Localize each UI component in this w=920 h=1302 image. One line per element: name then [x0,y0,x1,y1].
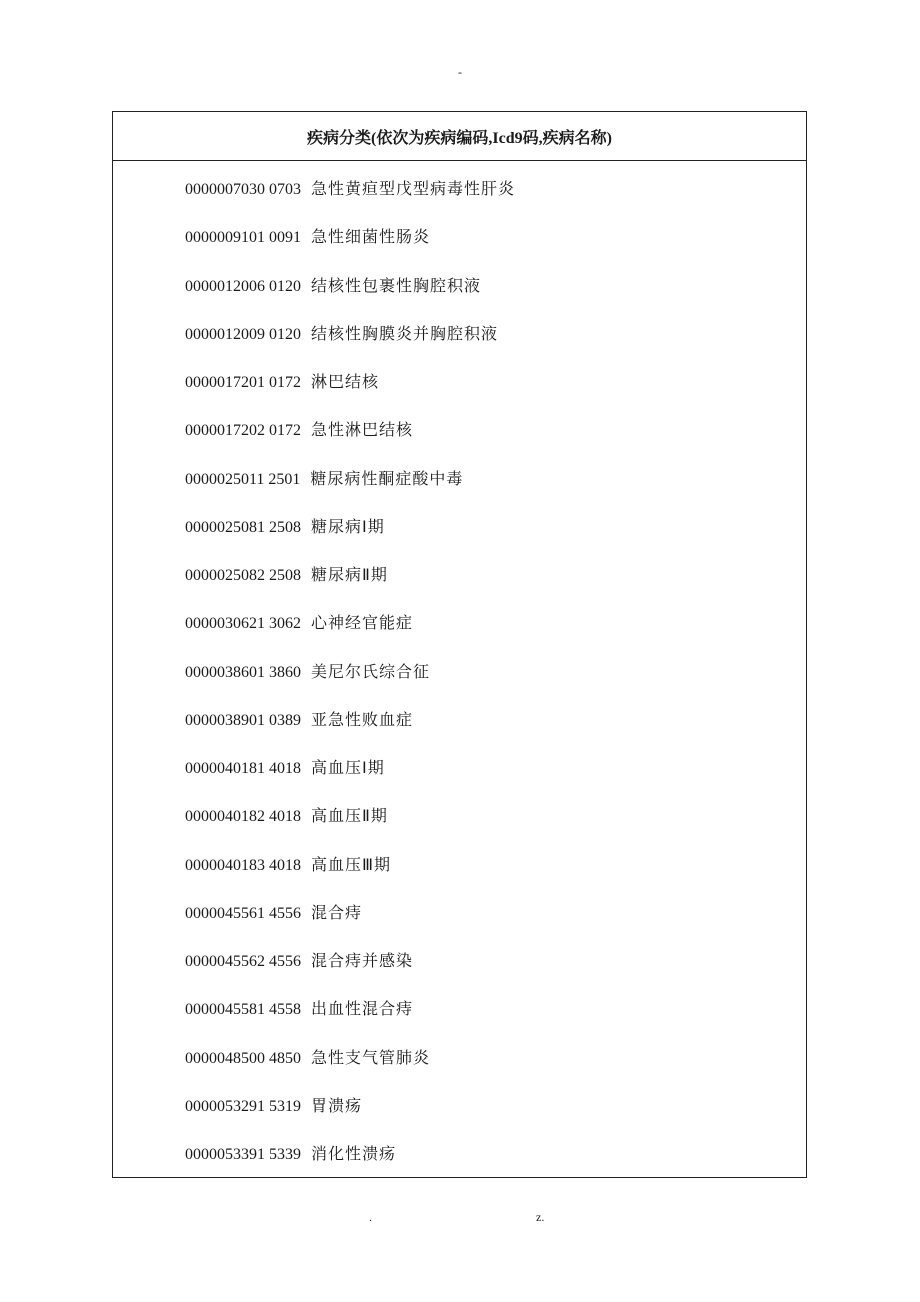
disease-name: 高血压Ⅱ期 [311,806,388,826]
disease-name: 心神经官能症 [311,613,414,633]
disease-code: 0000025081 [185,518,265,536]
icd9-code: 3062 [269,615,301,633]
disease-name: 结核性包裹性胸腔积液 [311,275,482,295]
disease-code: 0000040182 [185,808,265,826]
table-row [185,854,391,876]
icd9-code: 2508 [269,518,301,536]
table-row [185,950,413,972]
icd9-code: 4558 [269,1001,301,1019]
table-row [185,661,430,683]
disease-code: 0000048500 [185,1049,265,1067]
disease-code: 0000038901 [185,711,265,729]
disease-code: 0000053291 [185,1097,265,1115]
disease-name: 混合痔并感染 [311,951,414,970]
icd9-code: 4556 [269,953,301,970]
disease-name: 消化性溃疡 [311,1144,397,1163]
disease-code: 0000045581 [185,1001,265,1019]
icd9-code: 4018 [269,856,301,874]
table-row [185,468,463,490]
icd9-code: 3860 [269,663,301,681]
disease-name: 出血性混合痔 [311,999,414,1019]
icd9-code: 5319 [269,1097,301,1115]
icd9-code: 0703 [269,181,301,198]
disease-name: 胃溃疡 [311,1095,363,1115]
table-row [185,998,413,1020]
disease-classification-table [112,111,807,1178]
disease-name: 淋巴结核 [311,372,380,391]
table-row [185,805,388,827]
table-row [185,371,379,393]
disease-code: 0000017202 [185,422,265,440]
disease-code: 0000025011 [185,470,265,488]
table-row [185,323,498,345]
disease-code: 0000009101 [185,229,265,247]
disease-code: 0000017201 [185,374,265,391]
disease-code: 0000045561 [185,904,265,922]
icd9-code: 0120 [269,325,301,343]
table-row [185,419,413,441]
disease-name: 糖尿病性酮症酸中毒 [310,468,464,488]
table-row [185,1143,396,1165]
icd9-code: 4556 [269,904,301,922]
table-row [185,516,385,538]
disease-code: 0000007030 [185,181,265,198]
disease-name: 亚急性败血症 [311,709,414,729]
disease-code: 0000053391 [185,1146,265,1163]
disease-code: 0000040183 [185,856,265,874]
icd9-code: 2501 [268,470,301,488]
disease-code: 0000030621 [185,615,265,633]
table-row [185,1095,362,1117]
disease-name: 急性支气管肺炎 [311,1047,431,1067]
table-row [185,902,362,924]
disease-code: 0000038601 [185,663,265,681]
table-row [185,275,481,297]
disease-name: 急性淋巴结核 [311,420,414,440]
disease-name: 急性黄疸型戊型病毒性肝炎 [311,179,516,198]
disease-code: 0000012009 [185,325,265,343]
icd9-code: 2508 [269,567,301,584]
disease-code: 0000045562 [185,953,265,970]
disease-name: 混合痔 [311,902,363,922]
icd9-code: 0172 [269,374,301,391]
table-row [185,226,430,248]
icd9-code: 0172 [269,422,301,440]
page-footer-right: z. [536,1210,545,1224]
disease-code: 0000040181 [185,760,265,777]
icd9-code: 0120 [269,277,301,295]
icd9-code: 0389 [269,711,301,729]
icd9-code: 0091 [269,229,301,247]
disease-name: 结核性胸膜炎并胸腔积液 [311,323,499,343]
disease-code: 0000012006 [185,277,265,295]
disease-name: 高血压Ⅰ期 [311,758,385,777]
icd9-code: 4018 [269,760,301,777]
icd9-code: 4018 [269,808,301,826]
table-title: 疾病分类(依次为疾病编码,Icd9码,疾病名称) [113,112,806,161]
table-row [185,757,385,779]
table-row [185,564,388,586]
page-header-mark: - [458,65,462,79]
icd9-code: 5339 [269,1146,301,1163]
icd9-code: 4850 [269,1049,301,1067]
disease-name: 糖尿病Ⅰ期 [311,516,385,536]
disease-name: 糖尿病Ⅱ期 [311,565,388,584]
disease-name: 美尼尔氏综合征 [311,661,431,681]
disease-name: 急性细菌性肠炎 [311,227,431,247]
table-row [185,178,515,200]
disease-name: 高血压Ⅲ期 [311,854,392,874]
table-row [185,612,413,634]
page-footer-left: . [369,1210,372,1224]
table-row [185,1047,430,1069]
table-row [185,709,413,731]
disease-code: 0000025082 [185,567,265,584]
